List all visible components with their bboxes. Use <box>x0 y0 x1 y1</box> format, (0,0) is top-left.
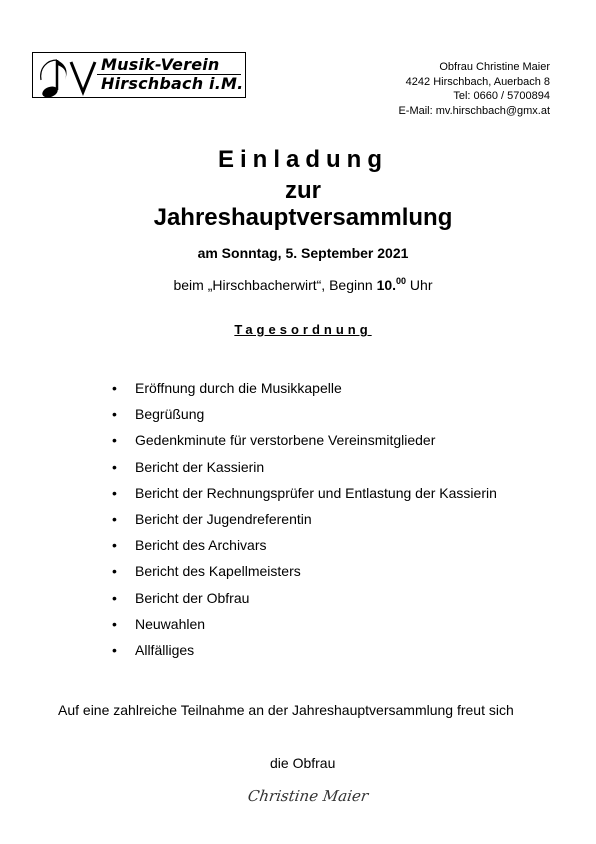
agenda-item-text: Begrüßung <box>135 406 205 423</box>
location-time <box>377 277 406 293</box>
agenda-item-text: Gedenkminute für verstorbene Vereinsmitglieder <box>135 432 436 449</box>
sender-address <box>398 60 550 118</box>
agenda-heading: Tagesordnung <box>234 322 372 337</box>
agenda-list <box>112 378 497 666</box>
agenda-item <box>112 614 497 640</box>
agenda-item-text: Bericht der Jugendreferentin <box>135 510 312 527</box>
signature-role: die Obfrau <box>270 755 336 771</box>
bullet-icon: • <box>112 537 117 554</box>
title-zur: zur <box>285 177 321 204</box>
logo-text-line1: Musik-Verein <box>101 55 220 74</box>
event-location <box>0 276 596 294</box>
agenda-item <box>112 640 497 666</box>
agenda-item-text: Bericht der Obfrau <box>135 589 250 606</box>
agenda-item <box>112 509 497 535</box>
location-time-hour: 10. <box>376 277 397 293</box>
bullet-icon: • <box>112 406 117 423</box>
agenda-item <box>112 457 497 483</box>
address-street: 4242 Hirschbach, Auerbach 8 <box>405 75 550 88</box>
agenda-item <box>112 404 497 430</box>
agenda-item-text: Neuwahlen <box>135 615 206 632</box>
location-time-minutes: 00 <box>396 276 407 286</box>
bullet-icon: • <box>112 615 117 632</box>
location-prefix: beim „Hirschbacherwirt“, Beginn <box>173 277 377 293</box>
agenda-item <box>112 561 497 587</box>
agenda-item-text: Allfälliges <box>135 641 195 658</box>
address-name: Obfrau Christine Maier <box>439 61 550 73</box>
club-logo <box>32 52 246 98</box>
agenda-item <box>112 483 497 509</box>
bullet-icon: • <box>112 563 117 580</box>
music-note-icon <box>35 54 99 98</box>
agenda-item-text: Bericht des Archivars <box>135 537 267 554</box>
agenda-item <box>112 378 497 404</box>
logo-text-line2: Hirschbach i.M. <box>101 74 244 93</box>
closing-text: Auf eine zahlreiche Teilnahme an der Jahreshauptversammlung freut sich <box>58 702 514 718</box>
agenda-item-text: Bericht der Rechnungsprüfer und Entlastung der Kassierin <box>135 484 497 501</box>
agenda-item <box>112 430 497 456</box>
address-email: E-Mail: mv.hirschbach@gmx.at <box>398 104 550 117</box>
bullet-icon: • <box>112 589 117 606</box>
bullet-icon: • <box>112 484 117 501</box>
agenda-item-text: Bericht der Kassierin <box>135 458 265 475</box>
agenda-item-text: Eröffnung durch die Musikkapelle <box>135 380 342 396</box>
bullet-icon: • <box>112 641 117 658</box>
agenda-item <box>112 535 497 561</box>
location-suffix: Uhr <box>406 277 433 293</box>
agenda-item <box>112 588 497 614</box>
title-jahreshauptversammlung: Jahreshauptversammlung <box>153 204 453 231</box>
event-date: am Sonntag, 5. September 2021 <box>197 245 409 261</box>
address-phone: Tel: 0660 / 5700894 <box>453 90 550 102</box>
handwritten-signature: Christine Maier <box>246 787 370 805</box>
bullet-icon: • <box>112 380 117 396</box>
bullet-icon: • <box>112 458 117 475</box>
title-einladung: Einladung <box>218 146 388 173</box>
bullet-icon: • <box>112 432 117 449</box>
bullet-icon: • <box>112 510 117 527</box>
agenda-item-text: Bericht des Kapellmeisters <box>135 563 301 580</box>
